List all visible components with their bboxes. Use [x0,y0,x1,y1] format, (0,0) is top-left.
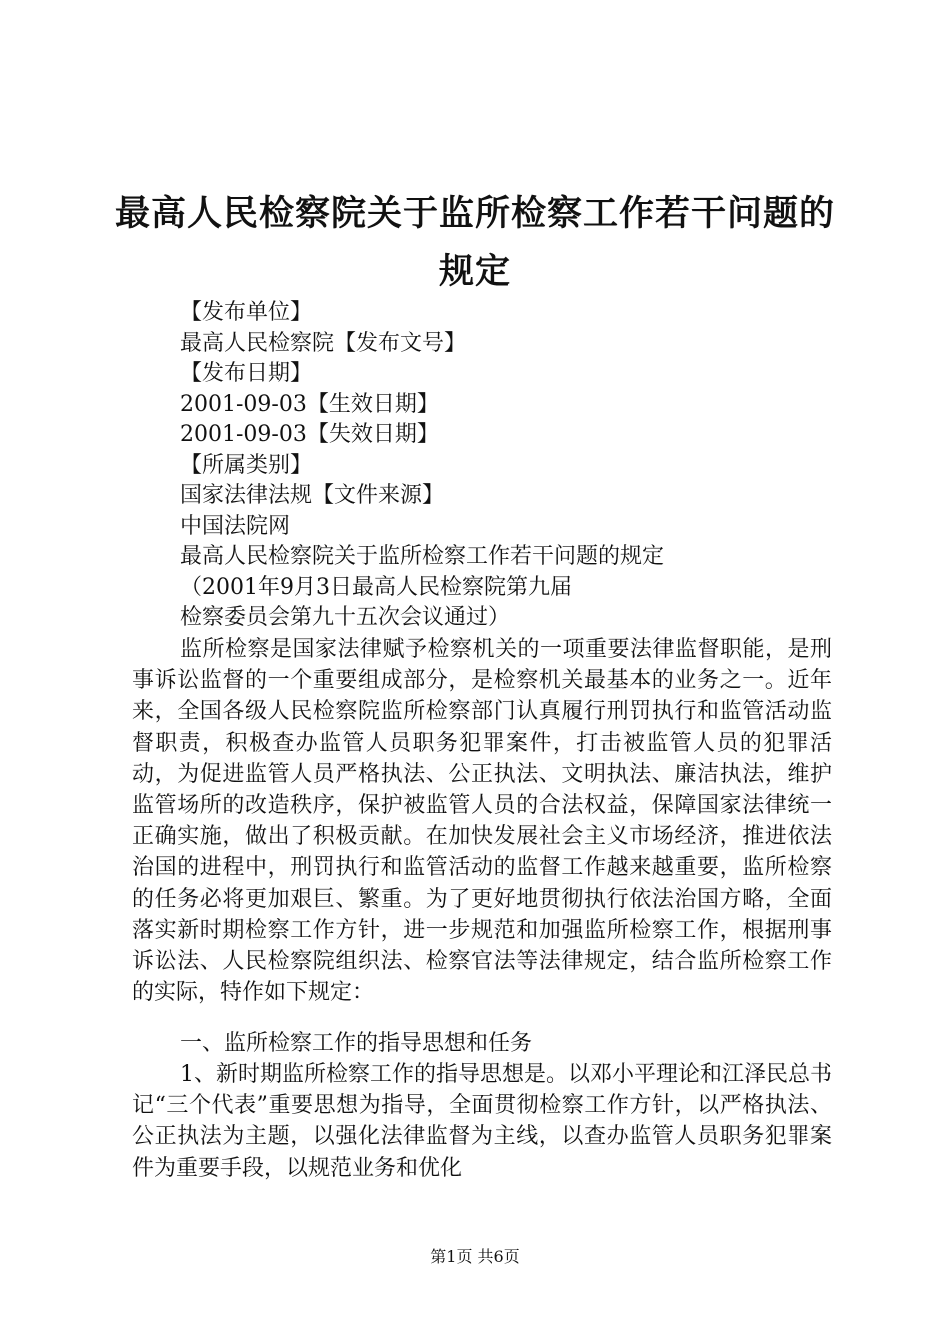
meta-publisher-label: 【发布单位】 [180,300,313,325]
document-title-line2: 规定 [438,251,511,292]
page-number-footer: 第1页 共6页 [430,1247,520,1266]
intro-paragraph: 监所检察是国家法律赋予检察机关的一项重要法律监督职能，是刑事诉讼监督的一个重要组成部分，是检察机关最基本的业务之一。近年来，全国各级人民检察院监所检察部门认真履行刑罚执行和监管活动监督职责，积极查办监管人员职务犯罪案件，打击被监管人员的犯罪活动，为促进监管人员严格执法、公正执法、文明执法、廉洁执法，维护监管场所的改造秩序，保护被监管人员的合法权益，保障国家法律统一正确实施，做出了积极贡献。在加快发展社会主义市场经济，推进依法治国的进程中，刑罚执行和监管活动的监督工作越来越重要，监所检察的任务必将更加艰巨、繁重。为了更好地贯彻执行依法治国方略，全面落实新时期检察工作方针，进一步规范和加强监所检察工作，根据刑事诉讼法、人民检察院组织法、检察官法等法律规定，结合监所检察工作的实际，特作如下规定： [132,637,832,1006]
meta-category-value: 国家法律法规【文件来源】 [180,483,445,508]
meta-category-label: 【所属类别】 [180,453,313,478]
meta-source-value: 中国法院网 [180,514,291,539]
section-1-paragraph: 1、新时期监所检察工作的指导思想是。以邓小平理论和江泽民总书记“三个代表”重要思想为指导，全面贯彻检察工作方针，以严格执法、公正执法为主题，以强化法律监督为主线，以查办监管人员职务犯罪案件为重要手段，以规范业务和优化 [132,1062,832,1181]
meta-publish-date-label: 【发布日期】 [180,361,313,386]
meta-publisher-value: 最高人民检察院【发布文号】 [180,331,467,356]
section-1-heading: 一、监所检察工作的指导思想和任务 [180,1031,533,1056]
meta-adoption-note-line2: 检察委员会第九十五次会议通过） [180,605,511,630]
meta-publish-date-value: 2001-09-03【生效日期】 [180,392,439,417]
meta-subtitle: 最高人民检察院关于监所检察工作若干问题的规定 [180,544,665,569]
document-title-line1: 最高人民检察院关于监所检察工作若干问题的 [114,193,835,234]
meta-adoption-note-line1: （2001年9月3日最高人民检察院第九届 [180,575,572,600]
meta-effective-date-value: 2001-09-03【失效日期】 [180,422,439,447]
